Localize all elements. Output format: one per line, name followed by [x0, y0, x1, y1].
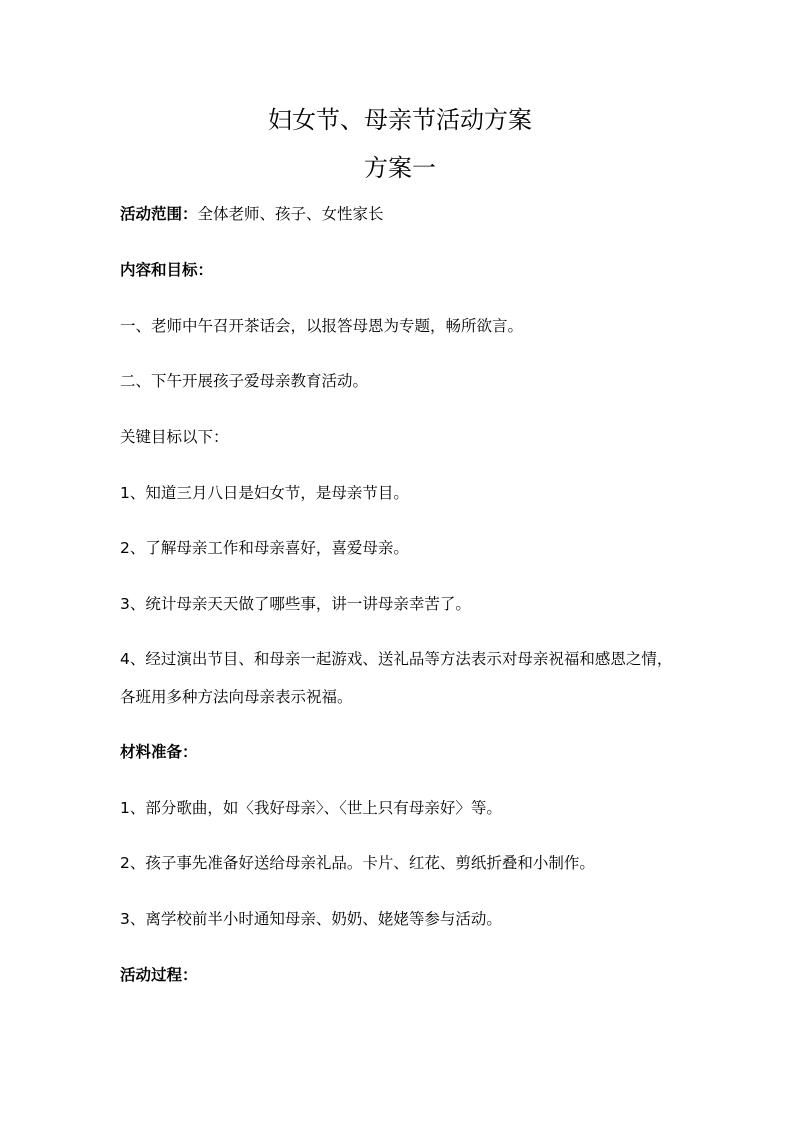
goals-intro: 关键目标以下：: [120, 428, 229, 446]
material-item-2: 2、孩子事先准备好送给母亲礼品。卡片、红花、剪纸折叠和小制作。: [120, 854, 595, 872]
goal-item-2: 2、了解母亲工作和母亲喜好，喜爱母亲。: [120, 539, 409, 557]
scope-line: [120, 203, 700, 225]
material-item-1: 1、部分歌曲，如〈我好母亲〉、〈世上只有母亲好〉等。: [120, 799, 502, 817]
content-item-2: 二、下午开展孩子爱母亲教育活动。: [120, 372, 369, 390]
scope-value: 全体老师、孩子、女性家长: [197, 205, 384, 223]
content-heading: 内容和目标：: [120, 261, 214, 279]
document-title: 妇女节、母亲节活动方案: [268, 106, 532, 134]
goal-item-4: 4、经过演出节目、和母亲一起游戏、送礼品等方法表示对母亲祝福和感恩之情，: [120, 650, 673, 668]
goal-item-4-continued: 各班用多种方法向母亲表示祝福。: [120, 688, 353, 706]
document-subtitle: 方案一: [364, 154, 436, 182]
goal-item-3: 3、统计母亲天天做了哪些事，讲一讲母亲幸苦了。: [120, 595, 471, 613]
goal-item-1: 1、知道三月八日是妇女节，是母亲节目。: [120, 484, 409, 502]
scope-label: 活动范围：: [120, 205, 198, 223]
process-heading: 活动过程：: [120, 966, 198, 984]
materials-heading: 材料准备：: [120, 743, 198, 761]
material-item-3: 3、离学校前半小时通知母亲、奶奶、姥姥等参与活动。: [120, 910, 502, 928]
content-item-1: 一、老师中午召开茶话会，以报答母恩为专题，畅所欲言。: [120, 317, 524, 335]
